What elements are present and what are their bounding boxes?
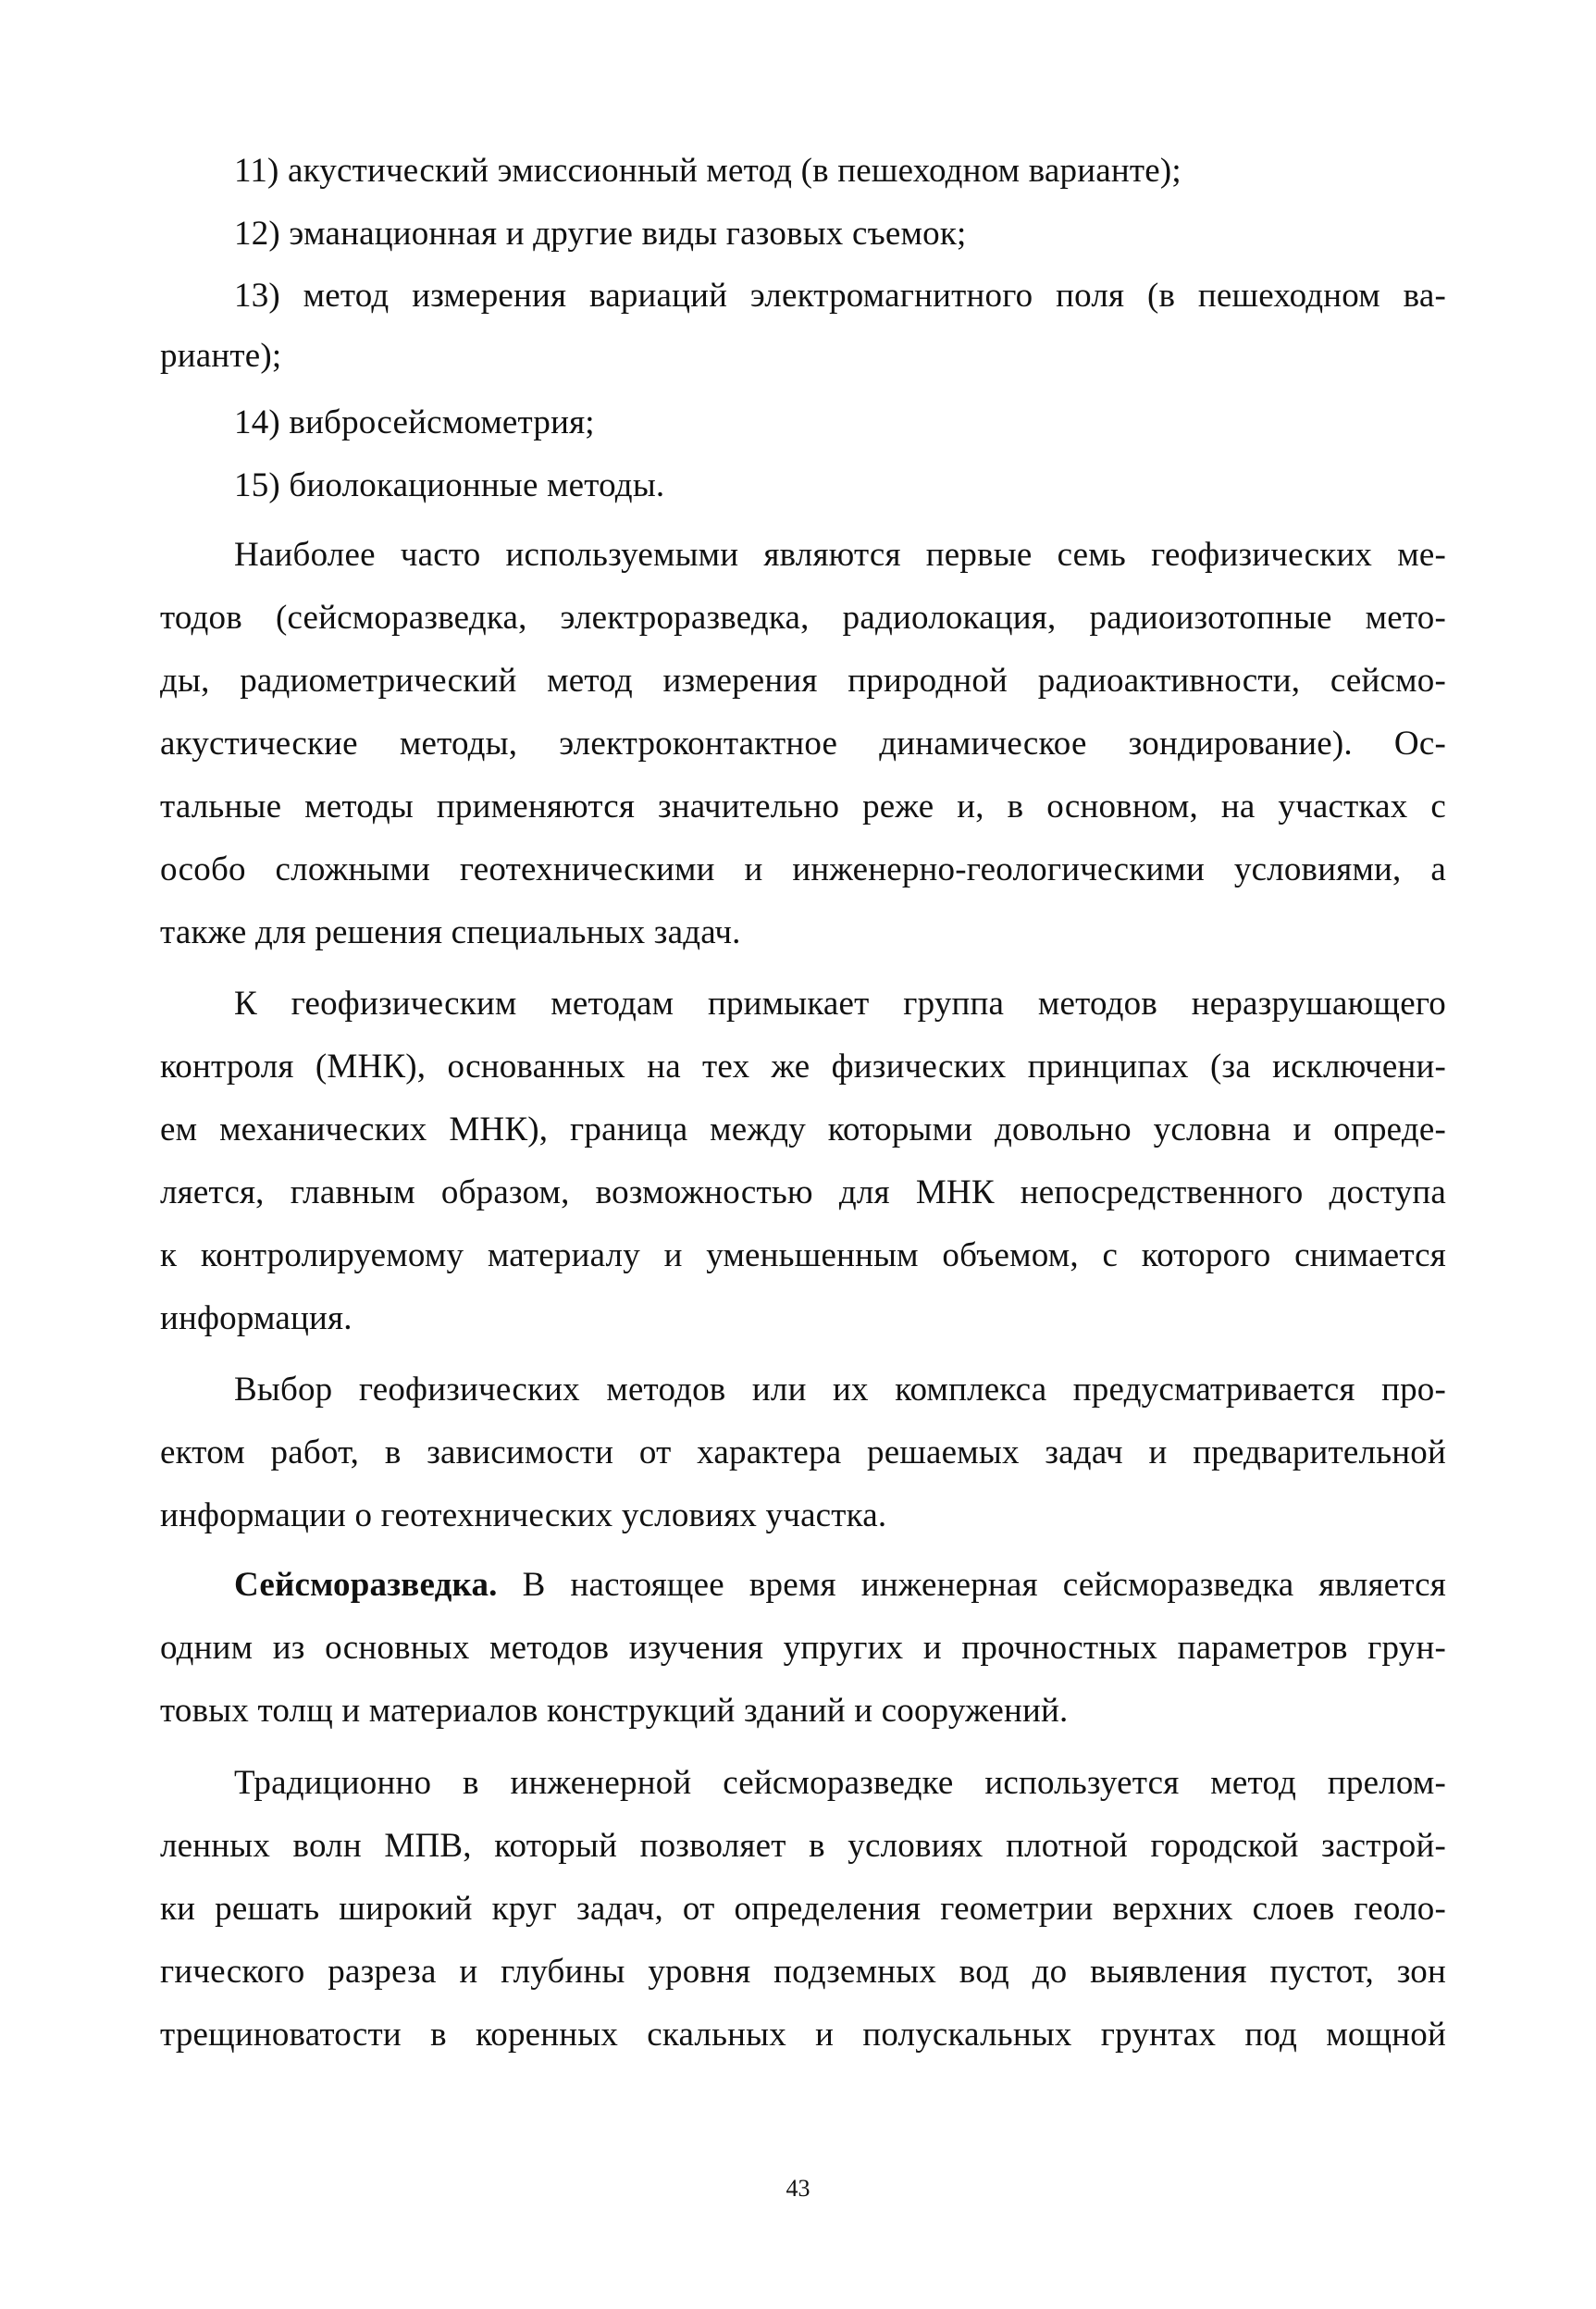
list-item-12: 12) эманационная и другие виды газовых съемок; <box>234 215 967 253</box>
paragraph-2-line: информация. <box>160 1299 353 1337</box>
paragraph-4-first-line-text: В настоящее время инженерная сейсморазведка является <box>497 1566 1446 1604</box>
paragraph-4-first-line <box>234 1562 1446 1608</box>
paragraph-3-line: Выбор геофизических методов или их комплекса предусматривается про- <box>234 1371 1446 1409</box>
paragraph-1-line: особо сложными геотехническими и инженерно-геологическими условиями, а <box>160 850 1446 888</box>
paragraph-2-line: к контролируемому материалу и уменьшенным объемом, с которого снимается <box>160 1236 1446 1274</box>
paragraph-5-line: ки решать широкий круг задач, от определения геометрии верхних слоев геоло- <box>160 1890 1446 1928</box>
paragraph-5-line: трещиноватости в коренных скальных и полускальных грунтах под мощной <box>160 2016 1446 2054</box>
list-item-13-cont: рианте); <box>160 337 282 375</box>
paragraph-3-line: информации о геотехнических условиях участка. <box>160 1496 887 1534</box>
page-number: 43 <box>786 2175 810 2202</box>
paragraph-2-line: ем механических МНК), граница между которыми довольно условна и опреде- <box>160 1111 1446 1148</box>
list-item-13: 13) метод измерения вариаций электромагнитного поля (в пешеходном ва- <box>234 277 1446 315</box>
paragraph-5-line: Традиционно в инженерной сейсморазведке используется метод прелом- <box>234 1764 1446 1802</box>
paragraph-1-line: акустические методы, электроконтактное динамическое зондирование). Ос- <box>160 725 1446 763</box>
list-item-11: 11) акустический эмиссионный метод (в пешеходном варианте); <box>234 152 1182 190</box>
paragraph-2-line: К геофизическим методам примыкает группа методов неразрушающего <box>234 985 1446 1023</box>
paragraph-4-line: одним из основных методов изучения упругих и прочностных параметров грун- <box>160 1629 1446 1667</box>
paragraph-3-line: ектом работ, в зависимости от характера решаемых задач и предварительной <box>160 1434 1446 1471</box>
paragraph-1-line: тальные методы применяются значительно реже и, в основном, на участках с <box>160 788 1446 826</box>
paragraph-5-line: гического разреза и глубины уровня подземных вод до выявления пустот, зон <box>160 1953 1446 1991</box>
paragraph-2-line: контроля (МНК), основанных на тех же физических принципах (за исключени- <box>160 1048 1446 1086</box>
list-item-15: 15) биолокационные методы. <box>234 466 665 504</box>
paragraph-5-line: ленных волн МПВ, который позволяет в условиях плотной городской застрой- <box>160 1827 1446 1865</box>
section-heading: Сейсморазведка. <box>234 1566 498 1604</box>
paragraph-2-line: ляется, главным образом, возможностью для МНК непосредственного доступа <box>160 1173 1446 1211</box>
paragraph-1-line: тодов (сейсморазведка, электроразведка, радиолокация, радиоизотопные мето- <box>160 599 1446 637</box>
paragraph-1-line: также для решения специальных задач. <box>160 913 741 951</box>
list-item-14: 14) вибросейсмометрия; <box>234 403 595 441</box>
paragraph-1-line: Наиболее часто используемыми являются первые семь геофизических ме- <box>234 536 1446 574</box>
paragraph-1-line: ды, радиометрический метод измерения природной радиоактивности, сейсмо- <box>160 662 1446 700</box>
paragraph-4-line: товых толщ и материалов конструкций зданий и сооружений. <box>160 1692 1069 1730</box>
